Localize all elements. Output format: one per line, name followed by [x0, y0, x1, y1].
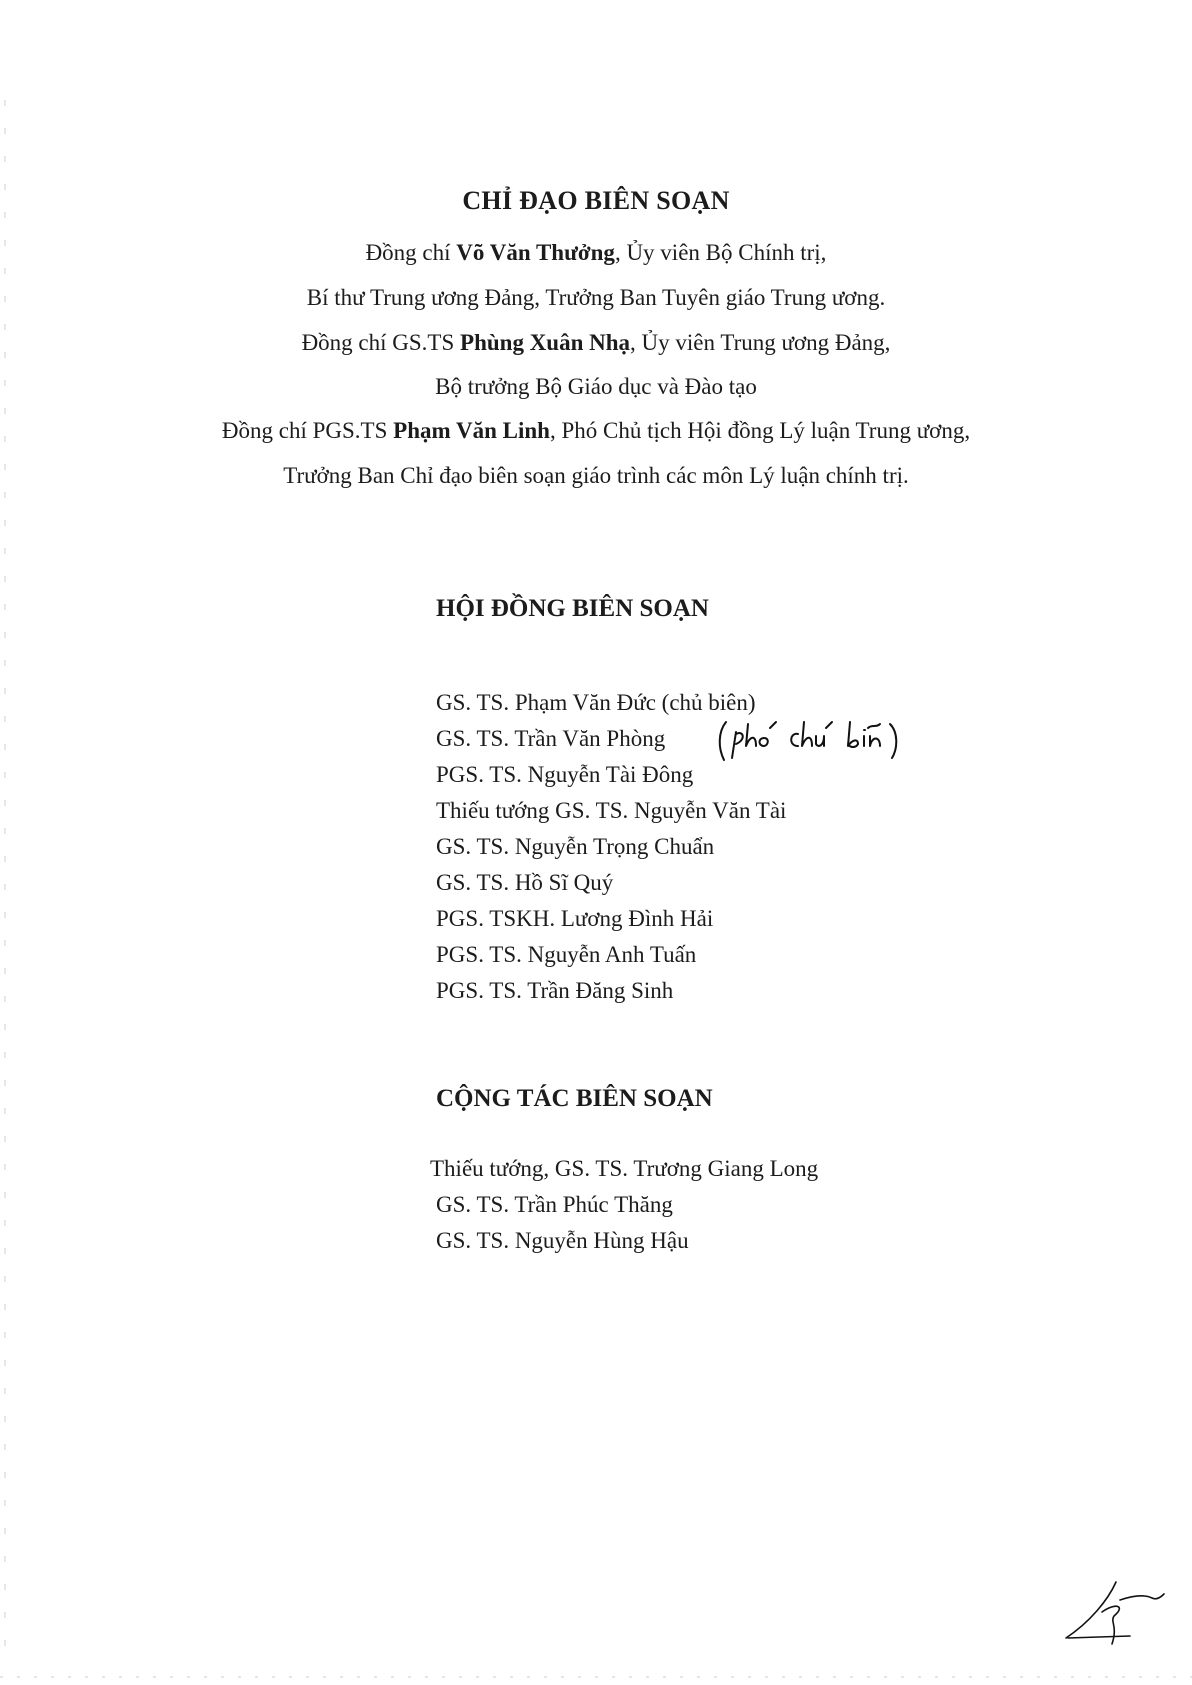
council-member: GS. TS. Phạm Văn Đức (chủ biên) — [436, 690, 756, 715]
direction-name-3: Phùng Xuân Nhạ — [460, 330, 631, 355]
direction-line-1: Đồng chí Võ Văn Thưởng, Ủy viên Bộ Chính trị, — [365, 240, 827, 265]
handwritten-note — [712, 718, 902, 762]
council-member: GS. TS. Nguyễn Trọng Chuẩn — [436, 834, 715, 859]
direction-line-4: Bộ trưởng Bộ Giáo dục và Đào tạo — [435, 374, 757, 399]
council-member: Thiếu tướng GS. TS. Nguyễn Văn Tài — [436, 798, 787, 823]
direction-name-5: Phạm Văn Linh — [393, 418, 550, 443]
direction-line-3: Đồng chí GS.TS Phùng Xuân Nhạ, Ủy viên Trung ương Đảng, — [301, 330, 891, 355]
signature-mark — [1060, 1578, 1170, 1648]
council-member: PGS. TS. Nguyễn Anh Tuấn — [436, 942, 697, 967]
direction-line-2: Bí thư Trung ương Đảng, Trưởng Ban Tuyên giáo Trung ương. — [306, 285, 886, 310]
council-member: PGS. TS. Nguyễn Tài Đông — [436, 762, 694, 787]
council-member: PGS. TSKH. Lương Đình Hải — [436, 906, 714, 931]
scan-bottom-mark — [0, 1676, 1192, 1678]
council-title: HỘI ĐỒNG BIÊN SOẠN — [436, 595, 709, 622]
council-member: GS. TS. Hồ Sĩ Quý — [436, 870, 614, 895]
council-member: GS. TS. Trần Văn Phòng — [436, 726, 666, 751]
direction-line-5: Đồng chí PGS.TS Phạm Văn Linh, Phó Chủ tịch Hội đồng Lý luận Trung ương, — [221, 418, 971, 443]
council-member: PGS. TS. Trần Đăng Sinh — [436, 978, 674, 1003]
collaborators-title: CỘNG TÁC BIÊN SOẠN — [436, 1085, 713, 1112]
collaborator-member: GS. TS. Nguyễn Hùng Hậu — [436, 1228, 689, 1253]
direction-title: CHỈ ĐẠO BIÊN SOẠN — [462, 186, 730, 215]
direction-line-6: Trưởng Ban Chỉ đạo biên soạn giáo trình các môn Lý luận chính trị. — [283, 463, 909, 488]
direction-name-1: Võ Văn Thưởng — [456, 240, 615, 265]
collaborator-member: Thiếu tướng, GS. TS. Trương Giang Long — [430, 1156, 819, 1181]
collaborator-member: GS. TS. Trần Phúc Thăng — [436, 1192, 673, 1217]
